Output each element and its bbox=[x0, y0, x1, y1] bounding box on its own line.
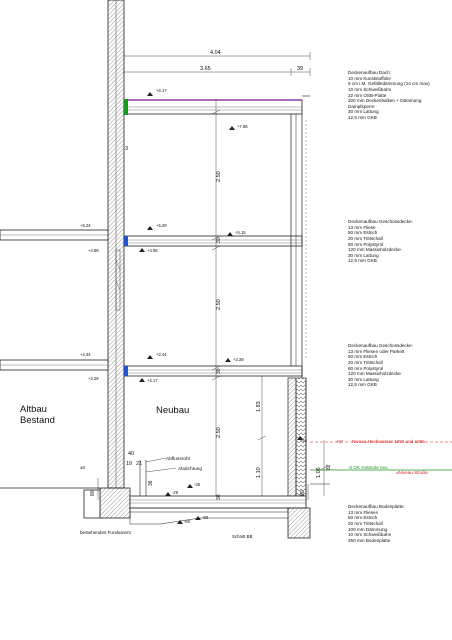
level-flood: +57 bbox=[336, 439, 344, 444]
spec-roof-line: Dampfsperre bbox=[348, 103, 375, 109]
note-flood: Niveau Hochwasser 1993 und 1995 bbox=[352, 439, 425, 444]
level-l2-left: +5.24 bbox=[80, 223, 91, 228]
spec-roof bbox=[348, 59, 430, 126]
spec-base-line: 250 mm Bodenplatte bbox=[348, 537, 391, 543]
dim-width-main: 3.65 bbox=[200, 66, 211, 72]
spec-floor1-line: 12,5 mm GKB bbox=[348, 382, 377, 388]
level-gr-under: -36 bbox=[194, 482, 201, 487]
spec-floor2-line: 120 mm Massivholzdecke bbox=[348, 247, 401, 253]
dim-h-mid: 2.50 bbox=[216, 299, 222, 310]
spec-base-line: 100 mm Dämmung bbox=[348, 526, 388, 532]
level-l1-mid: +2.44 bbox=[156, 352, 167, 357]
spec-roof-line: 12,5 mm GKB bbox=[348, 114, 377, 120]
note-terrain: -0 OK Gelände neu bbox=[348, 465, 388, 470]
level-l2-left-low: +4.98 bbox=[88, 248, 99, 253]
drain-pipe bbox=[140, 458, 176, 496]
spec-floor1-title: Deckenaufbau Geschossdecke: bbox=[348, 343, 413, 349]
level-gr-found: -80 bbox=[202, 515, 209, 520]
spec-base-line: 13 mm Fliesen bbox=[348, 509, 379, 515]
dim-80-right: 80 bbox=[300, 490, 306, 496]
spec-floor2-line: 50 mm Estrich bbox=[348, 230, 378, 236]
level-l1-left-low: +2.29 bbox=[88, 376, 99, 381]
old-foundation bbox=[0, 488, 130, 518]
level-l1-slab: +2.29 bbox=[233, 357, 244, 362]
base-plate bbox=[130, 496, 310, 538]
dim-21: 21 bbox=[136, 461, 143, 467]
floor1-slab bbox=[124, 366, 302, 376]
level-out-54: +54 bbox=[300, 438, 308, 443]
spec-roof-line: 30 mm Lattung bbox=[348, 109, 379, 115]
label-schnitt: Schnitt BB bbox=[232, 534, 253, 539]
spec-floor2-line: 12,5 mm GKB bbox=[348, 258, 377, 264]
level-l2-mid: +5.29 bbox=[156, 223, 167, 228]
dim-h-ground: 2.50 bbox=[216, 427, 222, 438]
spec-floor2-title: Deckenaufbau Geschossdecke: bbox=[348, 219, 413, 225]
label-abdichtung: Abdichtung bbox=[178, 467, 203, 472]
level-gr-slab: -26 bbox=[172, 490, 179, 495]
spec-roof-line: 9 cm i.M. Gefälledämmung (14 cm max) bbox=[348, 81, 430, 87]
dim-40: 40 bbox=[128, 451, 135, 457]
spec-floor1-line: 20 mm Trittschall bbox=[348, 359, 383, 365]
old-wall bbox=[108, 0, 124, 488]
spec-roof-title: Deckenaufbau Dach: bbox=[348, 70, 391, 76]
dim-slab-30-b: 30 bbox=[216, 368, 222, 374]
spec-floor1-line: 60 mm Polystyrol bbox=[348, 365, 384, 371]
spec-floor1-line: 120 mm Massivholzdecke bbox=[348, 371, 401, 377]
level-ground-zero: ±0 bbox=[80, 465, 85, 470]
spec-floor2-line: 20 mm Trittschall bbox=[348, 235, 383, 241]
label-abfluss: Abflussrohr bbox=[166, 457, 191, 462]
label-bestand: Bestand bbox=[20, 415, 55, 426]
label-fundament: bestehendes Fundament bbox=[80, 530, 131, 535]
spec-floor1-line: 30 mm Lattung bbox=[348, 376, 379, 382]
dim-h-110: 1.10 bbox=[256, 467, 262, 478]
dim-h-top: 2.50 bbox=[216, 171, 222, 182]
dim-3: 3 bbox=[125, 146, 129, 152]
floor2-slab bbox=[124, 236, 302, 246]
label-neubau: Neubau bbox=[156, 405, 190, 416]
dim-total-width: 4.04 bbox=[210, 50, 221, 56]
dim-82: 82 bbox=[326, 464, 332, 470]
spec-base-line: 50 mm Estrich bbox=[348, 515, 378, 521]
dim-h-183: 1.83 bbox=[256, 401, 262, 412]
dim-slab-30-c: 30 bbox=[216, 494, 222, 500]
spec-roof-line: 10 mm Kunststoffolie bbox=[348, 75, 391, 81]
level-roof-inner: +7.86 bbox=[237, 124, 248, 129]
level-l2-slab: +5.15 bbox=[235, 230, 246, 235]
level-gr-found-2: -80 bbox=[184, 519, 191, 524]
spec-floor2-line: 30 mm Lattung bbox=[348, 252, 379, 258]
spec-base-line: 10 mm Schweißbahn bbox=[348, 532, 392, 538]
spec-base-title: Deckenaufbau Bodenplatte: bbox=[348, 504, 405, 510]
level-l1-below: +2.17 bbox=[147, 378, 158, 383]
spec-floor2 bbox=[348, 208, 413, 270]
spec-base-line: 20 mm Trittschall bbox=[348, 520, 383, 526]
dim-h-106: 1.06 bbox=[316, 467, 322, 478]
spec-roof-line: 200 mm Deckenbalken + Dämmung bbox=[348, 98, 422, 104]
spec-roof-line: 22 mm OSB-Platte bbox=[348, 92, 387, 98]
dim-slab-30-a: 30 bbox=[216, 237, 222, 243]
spec-floor1-line: 13 mm Fliesen oder Parkett bbox=[348, 348, 405, 354]
terrain bbox=[310, 442, 452, 484]
spec-roof-line: 10 mm Schweißbahn bbox=[348, 86, 392, 92]
spec-base bbox=[348, 493, 405, 549]
roof-slab bbox=[124, 96, 310, 115]
label-altbau: Altbau bbox=[20, 404, 47, 415]
spec-floor1 bbox=[348, 332, 413, 394]
spec-floor1-line: 50 mm Estrich bbox=[348, 354, 378, 360]
dim-width-side: 39 bbox=[297, 66, 304, 72]
label-altbau-block bbox=[20, 404, 55, 426]
spec-floor2-line: 60 mm Polystyrol bbox=[348, 241, 384, 247]
level-l1-left: +2.44 bbox=[80, 352, 91, 357]
level-roof-top: +6.17 bbox=[156, 88, 167, 93]
dim-19: 19 bbox=[126, 461, 133, 467]
dim-80-left: 80 bbox=[90, 490, 96, 496]
level-l2-below: +4.98 bbox=[147, 248, 158, 253]
note-street: ±Niveau Straße bbox=[396, 470, 428, 475]
dim-36: 36 bbox=[148, 480, 154, 486]
spec-floor2-line: 13 mm Fliese bbox=[348, 224, 376, 230]
